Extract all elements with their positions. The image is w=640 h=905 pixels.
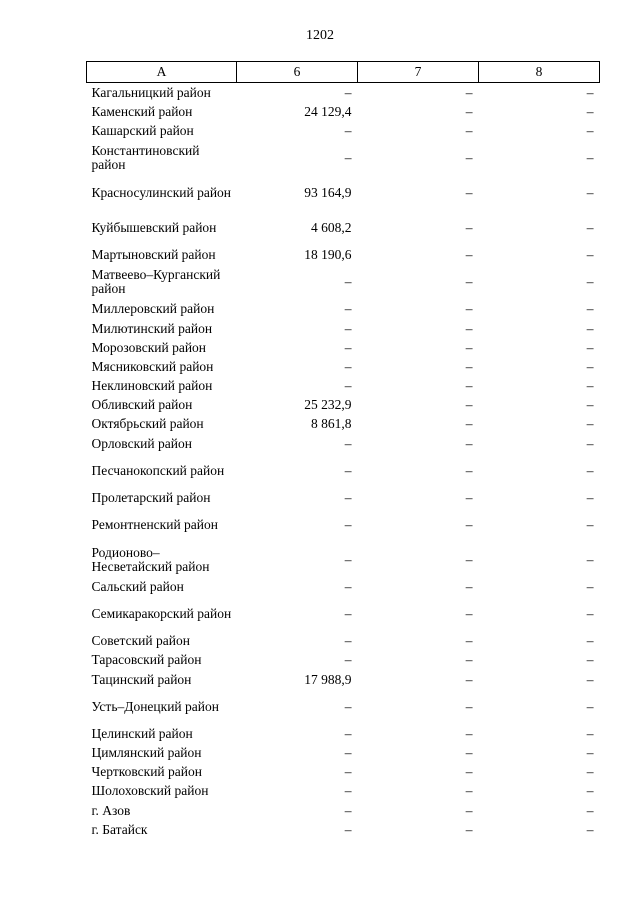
col6-cell: – — [344, 725, 352, 741]
row-name-cell: Миллеровский район — [91, 301, 215, 317]
col7-cell: – — [465, 150, 473, 166]
col8-cell: – — [586, 435, 594, 451]
col6-cell: – — [344, 378, 352, 394]
col8-cell: – — [586, 698, 594, 714]
row-name-cell: Морозовский район — [91, 339, 207, 355]
table-row — [87, 763, 600, 782]
col6-cell: – — [344, 551, 352, 567]
col6-cell: 25 232,9 — [304, 397, 352, 413]
col7-cell: – — [465, 378, 473, 394]
table-row — [87, 670, 600, 689]
col6-cell: – — [344, 633, 352, 649]
col8-cell: – — [586, 764, 594, 780]
col6-cell: – — [344, 489, 352, 505]
row-name-cell: Пролетарский район — [91, 489, 211, 505]
row-name-cell: Орловский район — [91, 435, 192, 451]
col8-cell: – — [586, 358, 594, 374]
row-name-cell: Тарасовский район — [91, 652, 202, 668]
column-header-8: 8 — [479, 62, 600, 83]
row-name-cell: Мясниковский район — [91, 358, 214, 374]
col7-cell: – — [465, 764, 473, 780]
row-name-cell: Ремонтненский район — [91, 516, 218, 532]
col8-cell: – — [586, 516, 594, 532]
table-row — [87, 211, 600, 246]
table-row — [87, 83, 600, 103]
col7-cell: – — [465, 397, 473, 413]
row-name-cell: Матвеево–Курганский район — [91, 267, 221, 297]
col8-cell: – — [586, 802, 594, 818]
col6-cell: – — [344, 150, 352, 166]
column-header-6: 6 — [237, 62, 358, 83]
col7-cell: – — [465, 462, 473, 478]
col6-cell: – — [344, 579, 352, 595]
col8-cell: – — [586, 150, 594, 166]
table-row — [87, 820, 600, 839]
col8-cell: – — [586, 551, 594, 567]
col8-cell: – — [586, 339, 594, 355]
col7-cell: – — [465, 247, 473, 263]
col7-cell: – — [465, 783, 473, 799]
col7-cell: – — [465, 551, 473, 567]
col8-cell: – — [586, 247, 594, 263]
col6-cell: – — [344, 122, 352, 138]
col6-cell: – — [344, 320, 352, 336]
col6-cell: 24 129,4 — [304, 103, 352, 119]
col8-cell: – — [586, 606, 594, 622]
col7-cell: – — [465, 358, 473, 374]
header-row — [87, 62, 600, 83]
row-name-cell: Неклиновский район — [91, 378, 213, 394]
column-header-a: А — [87, 62, 237, 83]
col7-cell: – — [465, 84, 473, 100]
col7-cell: – — [465, 489, 473, 505]
col8-cell: – — [586, 122, 594, 138]
row-name-cell: Семикаракорский район — [91, 606, 232, 622]
table-row — [87, 319, 600, 338]
table-row — [87, 265, 600, 300]
col6-cell: – — [344, 516, 352, 532]
table-row — [87, 724, 600, 743]
table-row — [87, 542, 600, 577]
table-row — [87, 577, 600, 596]
col7-cell: – — [465, 435, 473, 451]
col7-cell: – — [465, 821, 473, 837]
row-name-cell: Куйбышевский район — [91, 220, 217, 236]
row-name-cell: г. Батайск — [91, 821, 148, 837]
row-name-cell: Каменский район — [91, 103, 193, 119]
col6-cell: 93 164,9 — [304, 185, 352, 201]
col8-cell: – — [586, 462, 594, 478]
row-name-cell: Песчанокопский район — [91, 462, 225, 478]
table-row — [87, 377, 600, 396]
col6-cell: – — [344, 744, 352, 760]
col6-cell: – — [344, 652, 352, 668]
table-row — [87, 743, 600, 762]
row-name-cell: Шолоховский район — [91, 783, 209, 799]
table-row — [87, 651, 600, 670]
col8-cell: – — [586, 220, 594, 236]
row-name-cell: Советский район — [91, 633, 190, 649]
row-name-cell: Мартыновский район — [91, 247, 216, 263]
col7-cell: – — [465, 652, 473, 668]
col7-cell: – — [465, 416, 473, 432]
col6-cell: – — [344, 802, 352, 818]
col7-cell: – — [465, 802, 473, 818]
col6-cell: 18 190,6 — [304, 247, 352, 263]
col8-cell: – — [586, 320, 594, 336]
col7-cell: – — [465, 579, 473, 595]
col6-cell: – — [344, 84, 352, 100]
col6-cell: – — [344, 435, 352, 451]
table-row — [87, 689, 600, 724]
col7-cell: – — [465, 744, 473, 760]
row-name-cell: Тацинский район — [91, 671, 192, 687]
col7-cell: – — [465, 339, 473, 355]
col8-cell: – — [586, 103, 594, 119]
col6-cell: – — [344, 606, 352, 622]
col7-cell: – — [465, 301, 473, 317]
col7-cell: – — [465, 725, 473, 741]
col7-cell: – — [465, 122, 473, 138]
row-name-cell: Целинский район — [91, 725, 193, 741]
col8-cell: – — [586, 301, 594, 317]
col7-cell: – — [465, 671, 473, 687]
table-row — [87, 300, 600, 319]
row-name-cell: Октябрьский район — [91, 416, 204, 432]
table-row — [87, 597, 600, 632]
table-row — [87, 338, 600, 357]
col8-cell: – — [586, 378, 594, 394]
col7-cell: – — [465, 516, 473, 532]
table-row — [87, 121, 600, 140]
table-row — [87, 632, 600, 651]
col8-cell: – — [586, 725, 594, 741]
col8-cell: – — [586, 671, 594, 687]
col7-cell: – — [465, 320, 473, 336]
col8-cell: – — [586, 579, 594, 595]
col6-cell: – — [344, 274, 352, 290]
table-row — [87, 141, 600, 176]
row-name-cell: Милютинский район — [91, 320, 213, 336]
page-number: 1202 — [306, 28, 334, 43]
col8-cell: – — [586, 652, 594, 668]
row-name-cell: Цимлянский район — [91, 744, 202, 760]
col8-cell: – — [586, 416, 594, 432]
table-row — [87, 396, 600, 415]
col8-cell: – — [586, 489, 594, 505]
col6-cell: – — [344, 339, 352, 355]
col6-cell: – — [344, 358, 352, 374]
table-row — [87, 488, 600, 507]
col8-cell: – — [586, 274, 594, 290]
col6-cell: – — [344, 301, 352, 317]
row-name-cell: г. Азов — [91, 802, 131, 818]
col7-cell: – — [465, 698, 473, 714]
col7-cell: – — [465, 220, 473, 236]
row-name-cell: Чертковский район — [91, 764, 202, 780]
table-row — [87, 357, 600, 376]
col6-cell: – — [344, 764, 352, 780]
row-name-cell: Сальский район — [91, 579, 184, 595]
column-header-7: 7 — [358, 62, 479, 83]
col8-cell: – — [586, 821, 594, 837]
row-name-cell: Константиновский район — [91, 143, 200, 173]
row-name-cell: Родионово–Несветайский район — [91, 544, 210, 574]
col6-cell: – — [344, 821, 352, 837]
table-row — [87, 102, 600, 121]
table-row — [87, 246, 600, 265]
table-row — [87, 176, 600, 211]
row-name-cell: Кашарский район — [91, 122, 194, 138]
col6-cell: 17 988,9 — [304, 671, 352, 687]
col7-cell: – — [465, 606, 473, 622]
col7-cell: – — [465, 274, 473, 290]
table-row — [87, 507, 600, 542]
row-name-cell: Обливский район — [91, 397, 193, 413]
col7-cell: – — [465, 103, 473, 119]
row-name-cell: Усть–Донецкий район — [91, 698, 219, 714]
col7-cell: – — [465, 185, 473, 201]
table-row — [87, 415, 600, 434]
col6-cell: – — [344, 462, 352, 478]
table-row — [87, 801, 600, 820]
table-row — [87, 453, 600, 488]
col7-cell: – — [465, 633, 473, 649]
row-name-cell: Кагальницкий район — [91, 84, 211, 100]
col8-cell: – — [586, 783, 594, 799]
col6-cell: – — [344, 698, 352, 714]
col6-cell: 4 608,2 — [311, 220, 352, 236]
col6-cell: – — [344, 783, 352, 799]
col8-cell: – — [586, 633, 594, 649]
col6-cell: 8 861,8 — [311, 416, 352, 432]
data-table — [86, 61, 600, 839]
col8-cell: – — [586, 744, 594, 760]
col8-cell: – — [586, 84, 594, 100]
table-row — [87, 782, 600, 801]
table-row — [87, 434, 600, 453]
col8-cell: – — [586, 185, 594, 201]
col8-cell: – — [586, 397, 594, 413]
row-name-cell: Красносулинский район — [91, 185, 232, 201]
table-body — [87, 83, 600, 840]
